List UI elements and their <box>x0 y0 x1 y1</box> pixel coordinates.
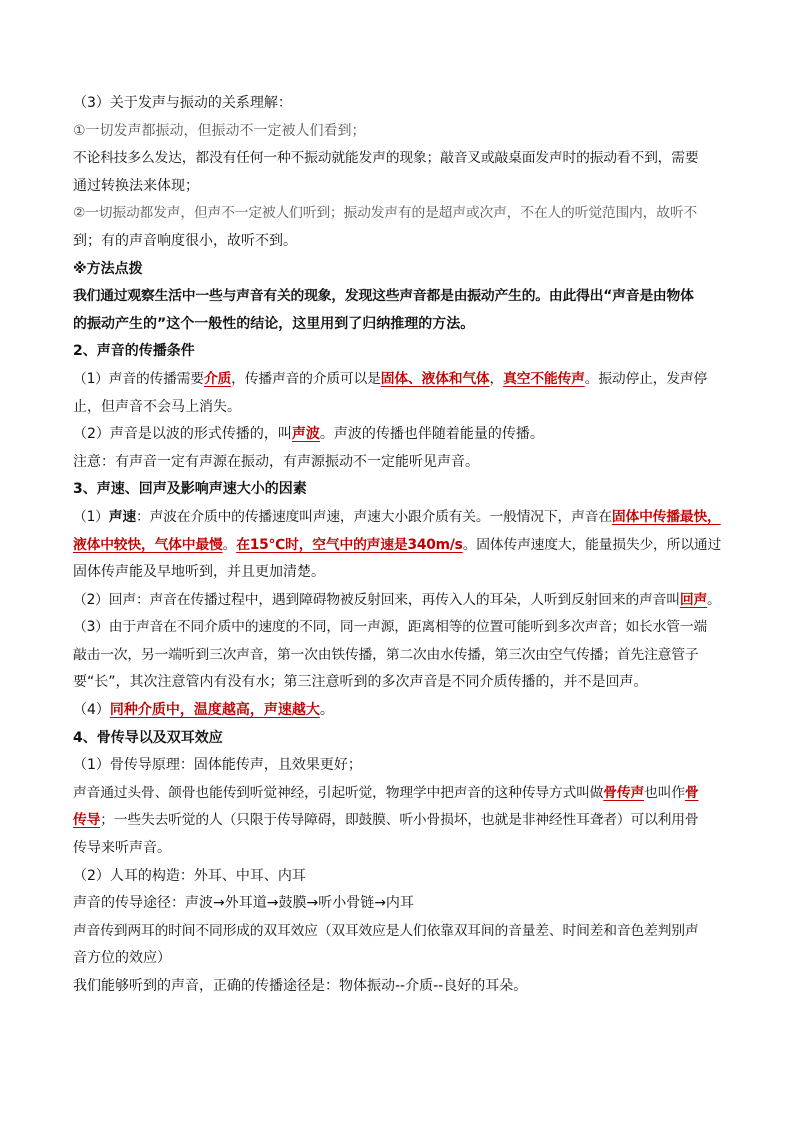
text-run: 。 <box>707 591 721 608</box>
method-text: 的振动产生的”这个一般性的结论，这里用到了归纳推理的方法。 <box>73 315 475 332</box>
text-run: （1） <box>73 508 109 525</box>
text-run: ；一些失去听觉的人（只限于传导障碍，即鼓膜、听小骨损坏，也就是非神经性耳聋者）可以利用骨 <box>100 812 699 829</box>
text-run: 。振动停止，发声停 <box>584 370 708 387</box>
highlight-term: 回声 <box>679 591 708 608</box>
paragraph-line: （1）骨传导原理：固体能传声，且效果更好； <box>73 757 362 774</box>
text-run: （4） <box>73 702 110 719</box>
point-1: ①一切发声都振动，但振动不一定被人们看到； <box>73 122 366 139</box>
highlight-term: 传导 <box>73 812 101 829</box>
paragraph-line: 我们能够听到的声音，正确的传播途径是：物体振动--介质--良好的耳朵。 <box>73 978 528 994</box>
paragraph-line <box>73 697 731 725</box>
paragraph-line: 到；有的声音响度很小，故听不到。 <box>73 232 297 249</box>
paragraph-line <box>73 366 731 394</box>
paragraph-line: 不论科技多么发达，都没有任何一种不振动就能发声的现象；敲音叉或敲桌面发声时的振动看不到，需要 <box>73 150 699 167</box>
method-text: 我们通过观察生活中一些与声音有关的现象，发现这些声音都是由振动产生的。由此得出“声音是由物体 <box>73 288 694 305</box>
document-body <box>73 90 731 1001</box>
subheading-relation: （3）关于发声与振动的关系理解： <box>73 95 292 111</box>
highlight-term: 骨 <box>684 784 699 801</box>
text-run: ， <box>489 370 504 387</box>
text-run: 也叫作 <box>644 784 685 801</box>
paragraph-line: 止，但声音不会马上消失。 <box>73 398 241 415</box>
paragraph-line: （3）由于声音在不同介质中的速度的不同，同一声源，距离相等的位置可能听到多次声音；如长水管一端 <box>73 619 708 636</box>
highlight-term: 液体中较快，气体中最慢 <box>73 536 223 553</box>
paragraph-line: 通过转换法来体现； <box>73 177 199 194</box>
text-run: 。声波的传播也伴随着能量的传播。 <box>319 426 544 443</box>
paragraph-line: 要“长”，其次注意管内有没有水；第三注意听到的多次声音是不同介质传播的，并不是回声。 <box>73 674 648 691</box>
text-run: （1）声音的传播需要 <box>73 370 204 387</box>
bold-term: 声速 <box>108 508 136 525</box>
highlight-term: 固体中传播最快， <box>611 508 721 525</box>
paragraph-line: 声音传到两耳的时间不同形成的双耳效应（双耳效应是人们依靠双耳间的音量差、时间差和音色差判别声 <box>73 922 699 939</box>
text-run: ：声波在介质中的传播速度叫声速，声速大小跟介质有关。一般情况下，声音在 <box>135 508 612 525</box>
paragraph-line: 音方位的效应） <box>73 950 171 967</box>
text-run: 。 <box>222 536 237 553</box>
paragraph-line <box>73 421 731 449</box>
highlight-term: 真空不能传声 <box>503 370 585 387</box>
highlight-term: 同种介质中，温度越高，声速越大 <box>109 702 320 719</box>
paragraph-line <box>73 587 731 615</box>
paragraph-line: 敲击一次，另一端听到三次声音，第一次由铁传播，第二次由水传播，第三次由空气传播；首先注意管子 <box>73 646 699 663</box>
text-run: 声音通过头骨、颌骨也能传到听觉神经，引起听觉，物理学中把声音的这种传导方式叫做 <box>73 784 604 801</box>
highlight-term: 声波 <box>291 426 320 443</box>
paragraph-line: 固体传声能及早地听到，并且更加清楚。 <box>73 564 325 581</box>
highlight-term: 介质 <box>203 370 232 387</box>
text-run: ，传播声音的介质可以是 <box>231 370 381 387</box>
paragraph-line: 声音的传导途径：声波→外耳道→鼓膜→听小骨链→内耳 <box>73 895 414 912</box>
paragraph-line: 传导来听声音。 <box>73 840 171 857</box>
highlight-term: 在15℃时，空气中的声速是340m/s <box>236 536 463 553</box>
highlight-term: 固体、液体和气体 <box>380 370 490 387</box>
highlight-term: 骨传声 <box>603 784 645 801</box>
text-run: 。 <box>319 702 334 719</box>
point-2: ②一切振动都发声，但声不一定被人们听到；振动发声有的是超声或次声，不在人的听觉范围内，故听不 <box>73 205 698 222</box>
note-line: 注意：有声音一定有声源在振动，有声源振动不一定能听见声音。 <box>73 453 479 470</box>
paragraph-line: （2）人耳的构造：外耳、中耳、内耳 <box>73 867 306 884</box>
section-heading-2: 2、声音的传播条件 <box>73 343 195 360</box>
text-run: （2）回声：声音在传播过程中，遇到障碍物被反射回来，再传入人的耳朵，人听到反射回来的声音叫 <box>73 591 680 608</box>
paragraph-line <box>73 532 731 560</box>
paragraph-line <box>73 807 731 835</box>
method-heading: ※方法点拨 <box>73 260 143 277</box>
text-run: 。固体传声速度大，能量损失少，所以通过 <box>462 536 722 553</box>
section-heading-4: 4、骨传导以及双耳效应 <box>73 729 223 746</box>
section-heading-3: 3、声速、回声及影响声速大小的因素 <box>73 481 307 498</box>
text-run: （2）声音是以波的形式传播的，叫 <box>73 426 292 443</box>
paragraph-line <box>73 780 731 808</box>
paragraph-line <box>73 504 731 532</box>
